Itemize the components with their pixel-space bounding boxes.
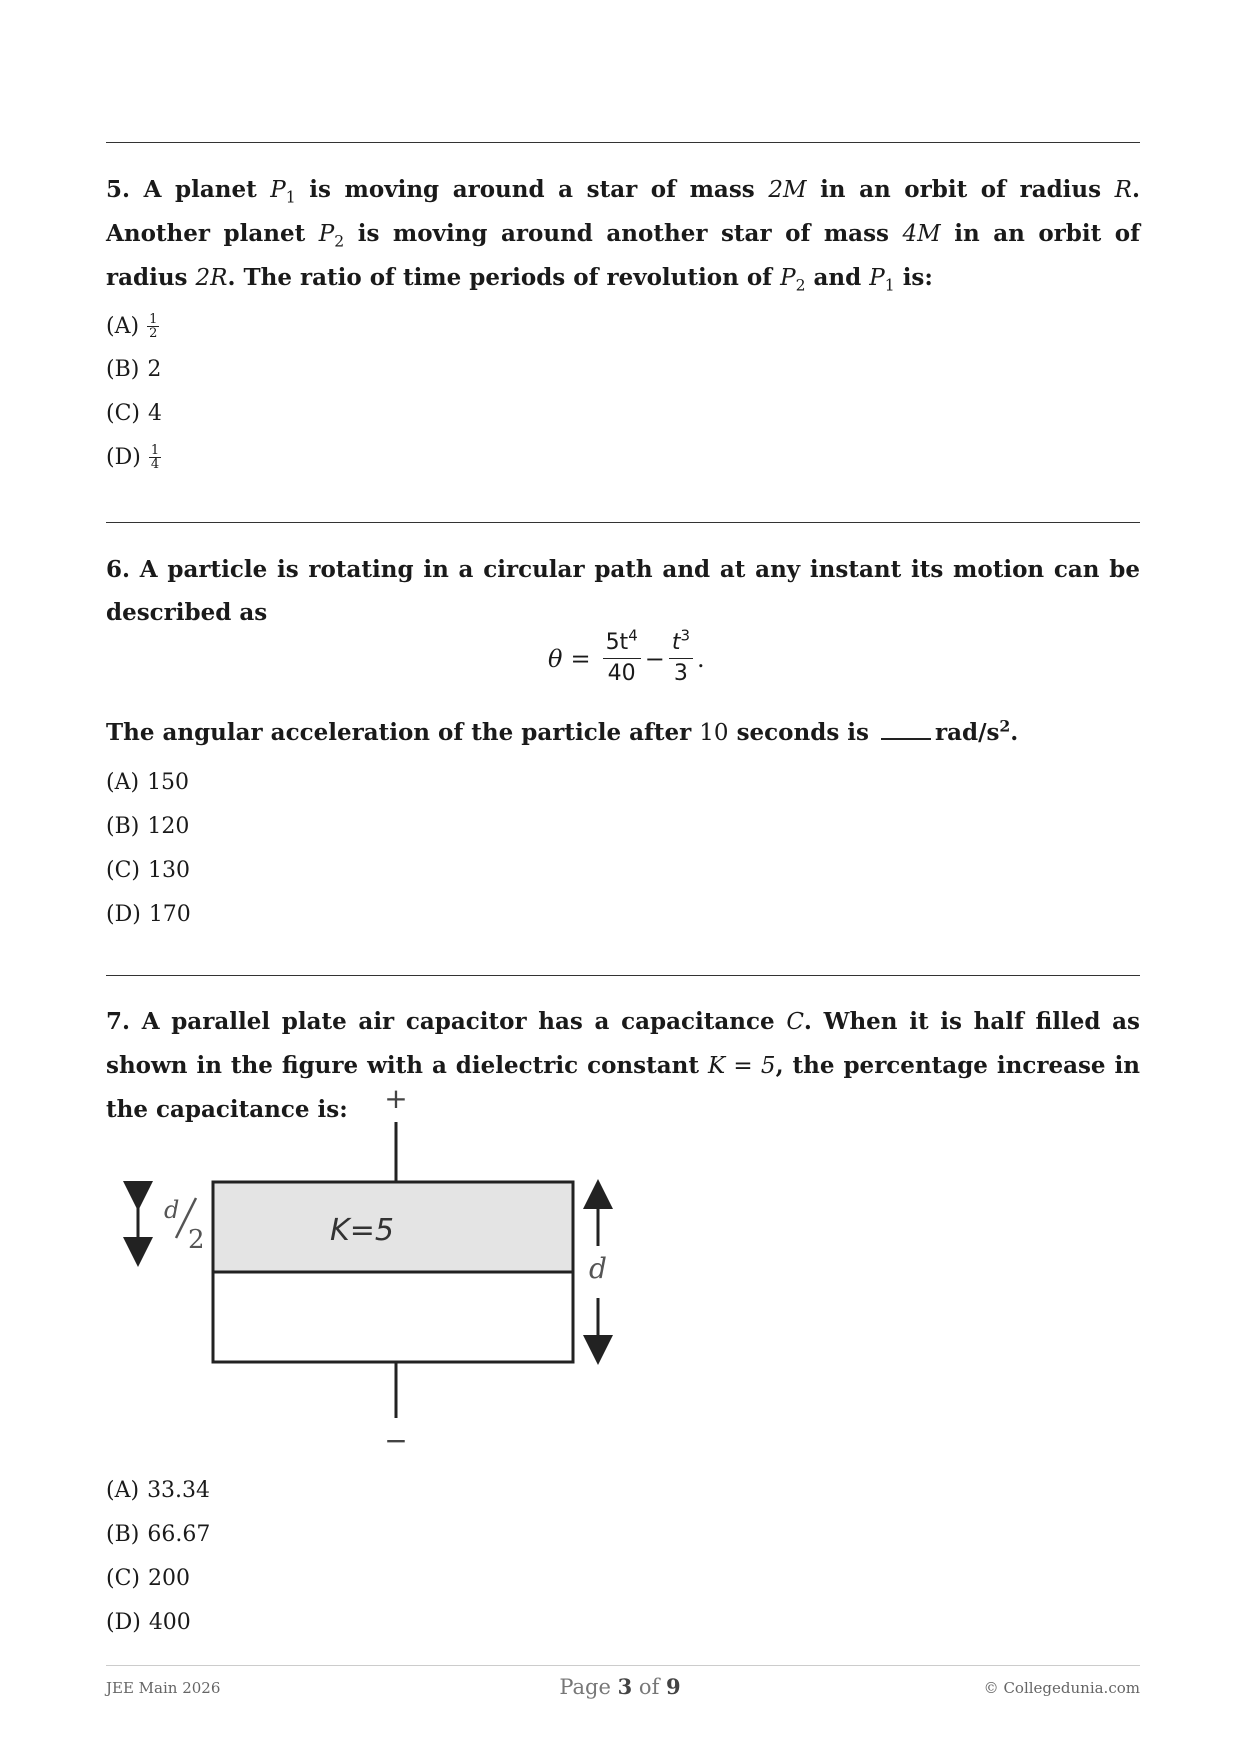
half-gap-numerator: d [164,1196,180,1224]
capacitor-figure [118,1078,638,1458]
question-6-stem: 6. A particle is rotating in a circular path and at any instant its motion can be described as [106,556,1140,626]
footer-rule [106,1665,1140,1666]
question-5-stem: 5. A planet $P_1$ is moving around a star of mass 2M in an orbit of radius R. Another planet $P_2$ is moving around another star of mass 4M in an orbit of radius 2R. The ratio of time periods of revolution of $P_2$ and $P_1$ is: [106,176,1140,295]
q6-option-b[interactable]: (B) 120 [106,814,190,839]
q7-option-d[interactable]: (D) 400 [106,1610,191,1635]
plus-terminal-label: + [384,1082,408,1115]
q7-option-b[interactable]: (B) 66.67 [106,1522,211,1547]
gap-label: d [589,1252,607,1285]
footer-exam-name: JEE Main 2026 [106,1679,221,1697]
q6-equation: θ = $\frac{5t^4}{40}$ − $\frac{t^3}{3}$ . [548,626,705,686]
q5-option-d[interactable]: (D) $\frac{1}{4}$ [106,443,160,472]
q5-option-a[interactable]: (A) $\frac{1}{2}$ [106,312,158,341]
question-7-stem: 7. A parallel plate air capacitor has a capacitance C. When it is half filled as shown in the figure with a dielectric constant K = 5, the percentage increase in the capacitance is: [106,1008,1140,1123]
separator-q6 [106,522,1140,523]
dielectric-label: K=5 [330,1213,394,1248]
answer-blank [881,720,931,740]
separator-q5 [106,142,1140,143]
footer-page-number: Page 3 of 9 [559,1674,681,1699]
half-gap-denominator: 2 [188,1225,205,1255]
question-6-prompt: The angular acceleration of the particle after 10 seconds is rad/$s^2$. [106,716,1019,746]
minus-terminal-label: − [384,1424,408,1457]
separator-q7 [106,975,1140,976]
q6-option-d[interactable]: (D) 170 [106,902,191,927]
q6-option-c[interactable]: (C) 130 [106,858,190,883]
q7-option-c[interactable]: (C) 200 [106,1566,190,1591]
q5-option-c[interactable]: (C) 4 [106,401,162,426]
footer-source: © Collegedunia.com [983,1679,1140,1697]
q5-option-b[interactable]: (B) 2 [106,357,162,382]
air-gap-region [213,1272,573,1362]
q7-option-a[interactable]: (A) 33.34 [106,1478,211,1503]
q6-option-a[interactable]: (A) 150 [106,770,190,795]
